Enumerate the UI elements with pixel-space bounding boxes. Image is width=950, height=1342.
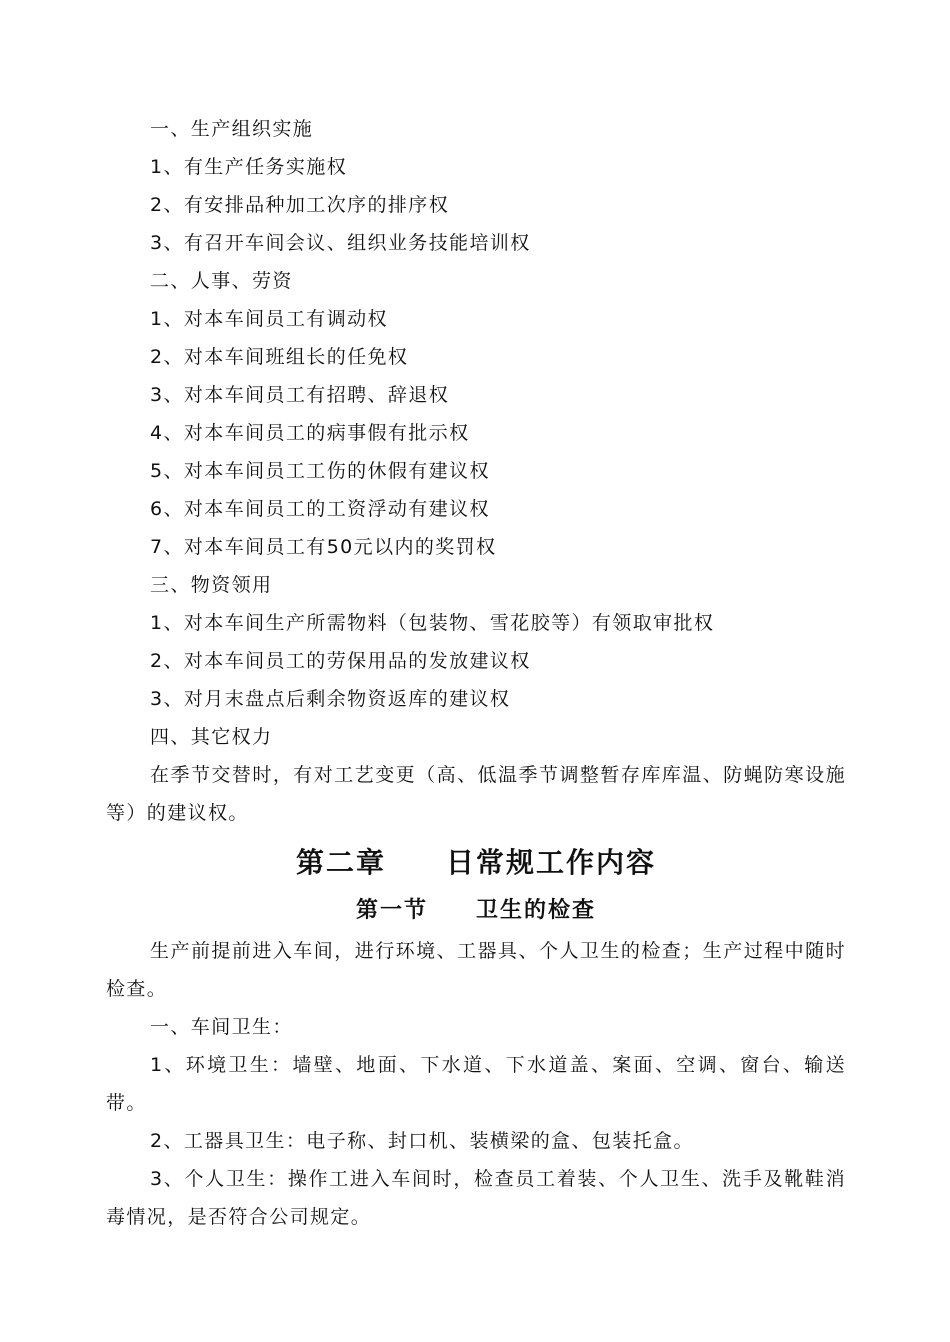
document-body — [106, 110, 846, 1236]
list-item: 2、对本车间班组长的任免权 — [150, 346, 409, 368]
list-item: 3、对本车间员工有招聘、辞退权 — [150, 384, 450, 406]
list-item: 2、对本车间员工的劳保用品的发放建议权 — [150, 650, 531, 672]
list-item: 6、对本车间员工的工资浮动有建议权 — [150, 498, 490, 520]
list-item: 7、对本车间员工有50元以内的奖罚权 — [150, 536, 497, 558]
paragraph-season-change: 在季节交替时，有对工艺变更（高、低温季节调整暂存库库温、防蝇防寒设施等）的建议权。 — [106, 764, 846, 824]
paragraph-personal-hygiene: 3、个人卫生：操作工进入车间时，检查员工着装、个人卫生、洗手及靴鞋消毒情况，是否符合公司规定。 — [106, 1168, 846, 1228]
heading-materials: 三、物资领用 — [150, 574, 273, 596]
list-item: 2、有安排品种加工次序的排序权 — [150, 194, 450, 216]
list-item: 1、有生产任务实施权 — [150, 156, 348, 178]
list-item: 1、对本车间生产所需物料（包装物、雪花胶等）有领取审批权 — [150, 612, 715, 634]
list-item: 3、有召开车间会议、组织业务技能培训权 — [150, 232, 531, 254]
section-title: 第一节 卫生的检查 — [355, 897, 596, 923]
paragraph-environment-hygiene: 1、环境卫生：墙壁、地面、下水道、下水道盖、案面、空调、窗台、输送带。 — [106, 1054, 846, 1114]
list-item: 3、对月末盘点后剩余物资返库的建议权 — [150, 688, 511, 710]
paragraph-hygiene-intro: 生产前提前进入车间，进行环境、工器具、个人卫生的检查；生产过程中随时检查。 — [106, 940, 846, 1000]
list-item: 5、对本车间员工工伤的休假有建议权 — [150, 460, 490, 482]
heading-production-organization: 一、生产组织实施 — [150, 118, 314, 140]
chapter-title: 第二章 日常规工作内容 — [295, 846, 656, 879]
heading-workshop-hygiene: 一、车间卫生： — [150, 1016, 293, 1038]
heading-personnel-labor: 二、人事、劳资 — [150, 270, 293, 292]
paragraph-tools-hygiene: 2、工器具卫生：电子称、封口机、装横梁的盒、包装托盒。 — [150, 1130, 694, 1152]
heading-other-powers: 四、其它权力 — [150, 726, 273, 748]
list-item: 1、对本车间员工有调动权 — [150, 308, 388, 330]
list-item: 4、对本车间员工的病事假有批示权 — [150, 422, 470, 444]
